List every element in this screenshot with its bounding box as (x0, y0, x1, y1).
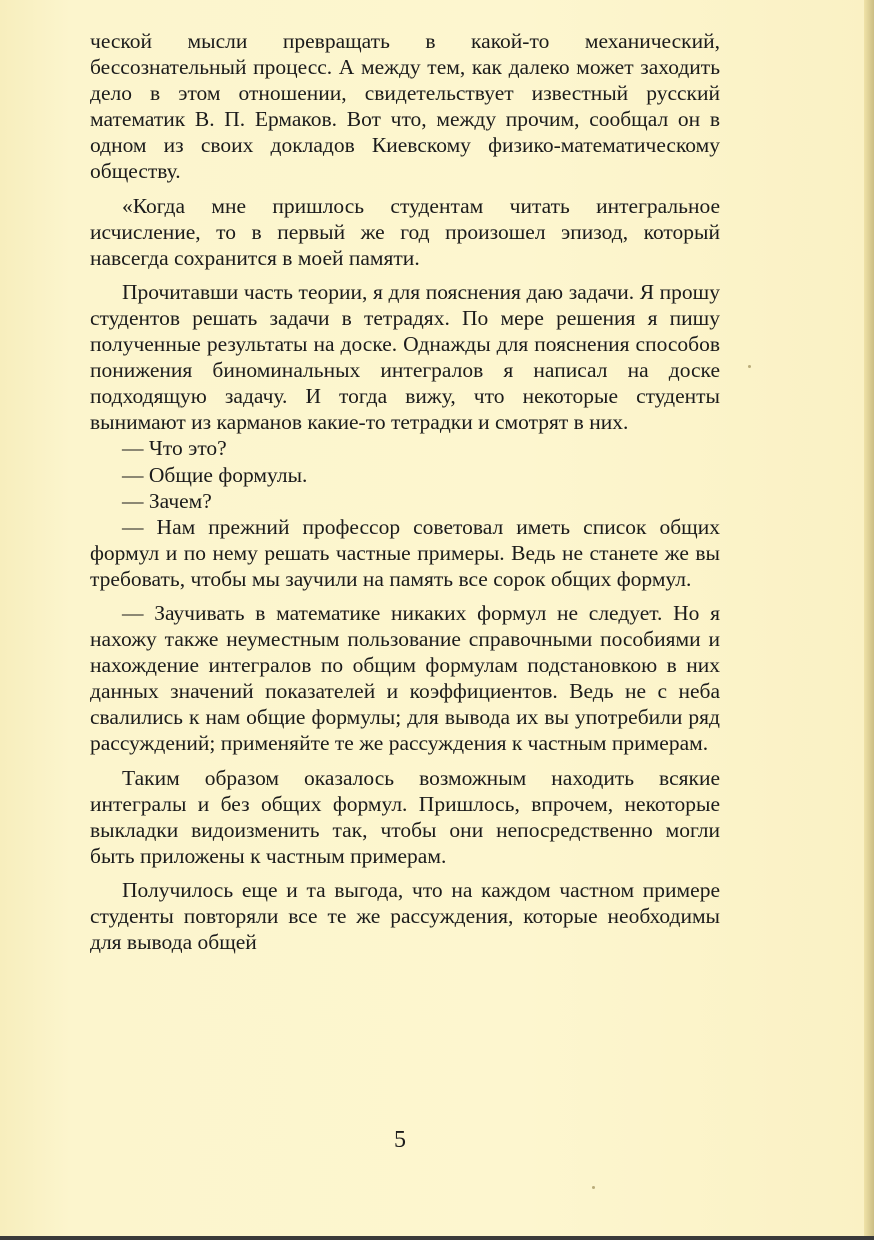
dialogue-line-5: — Заучивать в математике никаких формул не следует. Но я нахожу также неуместным пользование справочными пособиями и нахождение интегралов по общим формулам подстановкою в них данных значений показателей и коэффициентов. Ведь не с неба свалились к нам общие формулы; для вывода их вы употребили ряд рассуждений; применяйте те же рассуждения к частным примерам. (90, 600, 720, 756)
paragraph-1: ческой мысли превращать в какой-то механический, бессознательный процесс. А между тем, как далеко может заходить дело в этом отношении, свидетельствует известный русский математик В. П. Ермаков. Вот что, между прочим, сообщал он в одном из своих докладов Киевскому физико-математическому обществу. (90, 29, 720, 184)
paragraph-2: «Когда мне пришлось студентам читать интегральное исчисление, то в первый же год произошел эпизод, который навсегда сохранится в моей памяти. (90, 193, 720, 270)
paragraph-5: Получилось еще и та выгода, что на каждом частном примере студенты повторяли все те же рассуждения, которые необходимы для вывода общей (90, 877, 720, 955)
dialogue-line-1: — Что это? (122, 436, 227, 461)
page-right-edge-shadow (864, 0, 874, 1240)
dialogue-line-3: — Зачем? (122, 488, 212, 513)
page-bottom-border (0, 1236, 874, 1240)
paper-speck (748, 365, 751, 368)
paragraph-4: Таким образом оказалось возможным находить всякие интегралы и без общих формул. Пришлось, впрочем, некоторые выкладки видоизменить так, чтобы они непосредственно могли быть приложены к частным примерам. (90, 765, 720, 868)
page-number: 5 (394, 1127, 406, 1153)
dialogue-line-4: — Нам прежний профессор советовал иметь список общих формул и по нему решать частные примеры. Ведь не станете же вы требовать, чтобы мы заучили на память все сорок общих формул. (90, 514, 720, 591)
dialogue-line-2: — Общие формулы. (122, 462, 308, 487)
paragraph-3: Прочитавши часть теории, я для пояснения даю задачи. Я прошу студентов решать задачи в тетрадях. По мере решения я пишу полученные результаты на доске. Однажды для пояснения способов понижения биноминальных интегралов я написал на доске подходящую задачу. И тогда вижу, что некоторые студенты вынимают из карманов какие-то тетрадки и смотрят в них. (90, 279, 720, 435)
paper-speck (592, 1186, 595, 1189)
page-body-text (90, 28, 720, 955)
